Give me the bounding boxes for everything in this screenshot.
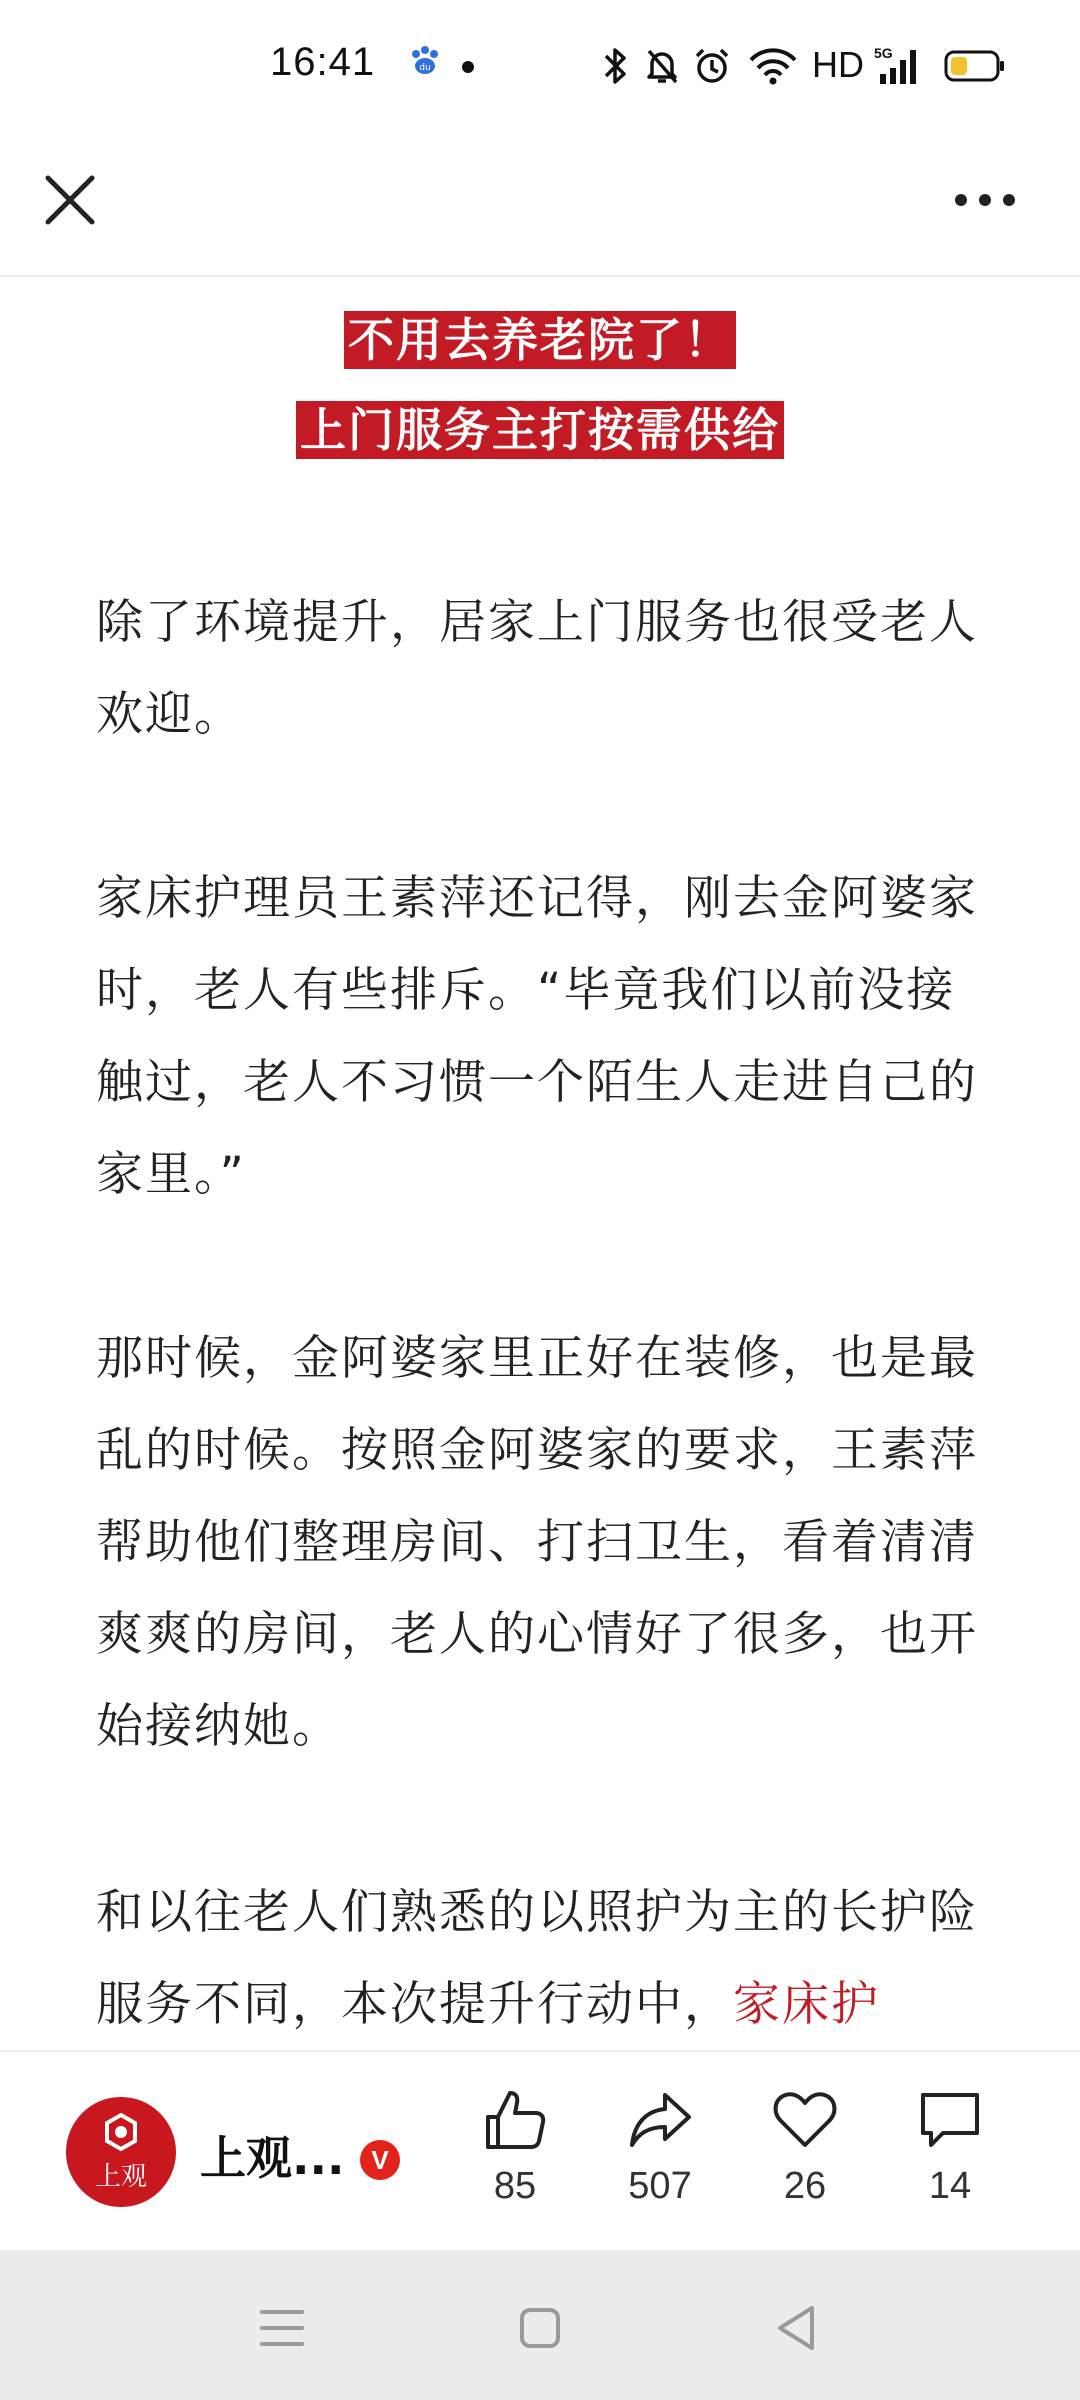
favorite-count: 26 [783, 2165, 827, 2207]
more-button[interactable] [940, 160, 1030, 240]
5g-signal-icon [874, 44, 928, 90]
paragraph-1: 除了环境提升，居家上门服务也很受老人欢迎。 [96, 595, 978, 742]
action-bar [0, 2050, 1080, 2252]
comment-button[interactable] [890, 2087, 1010, 2208]
bluetooth-icon [600, 46, 630, 90]
status-time: 16:41 [270, 40, 376, 84]
status-bar [0, 0, 1080, 130]
system-nav-bar [0, 2250, 1080, 2400]
comment-icon [917, 2087, 983, 2153]
wifi-icon [748, 46, 798, 90]
subheading-line-1: 不用去养老院了！ [0, 311, 1080, 369]
like-button[interactable] [455, 2087, 575, 2208]
menu-icon [258, 2306, 306, 2350]
mute-icon [644, 46, 680, 90]
favorite-button[interactable] [745, 2087, 865, 2208]
share-count: 507 [628, 2165, 692, 2207]
source-logo-icon [101, 2112, 141, 2152]
like-count: 85 [493, 2165, 537, 2207]
paragraph-4-highlight: 家床护 [733, 1977, 880, 2032]
verified-badge-label: V [371, 2144, 389, 2175]
subheading-line-2: 上门服务主打按需供给 [0, 401, 1080, 459]
close-button[interactable] [30, 160, 110, 240]
back-button[interactable] [766, 2298, 826, 2358]
share-icon [627, 2087, 693, 2153]
notification-dot-icon [462, 61, 474, 73]
menu-button[interactable] [252, 2298, 312, 2358]
svg-text:du: du [419, 63, 431, 73]
share-button[interactable] [600, 2087, 720, 2208]
close-icon [42, 172, 98, 228]
baidu-app-icon [408, 44, 442, 82]
home-icon [518, 2306, 562, 2350]
heart-icon [772, 2087, 838, 2153]
article-content [0, 277, 1080, 2050]
alarm-icon [692, 46, 732, 90]
paragraph-2: 家床护理员王素萍还记得，刚去金阿婆家时，老人有些排斥。“毕竟我们以前没接触过，老人不习惯一个陌生人走进自己的家里。” [96, 871, 978, 1202]
avatar-text: 上观 [94, 2161, 147, 2192]
more-icon [953, 192, 1017, 208]
top-nav-bar [0, 130, 1080, 277]
network-type-label: HD [812, 44, 864, 85]
source-name[interactable]: 上观... [200, 2131, 345, 2185]
paragraph-4-text: 和以往老人们熟悉的以照护为主的长护险服务不同，本次提升行动中， [96, 1885, 978, 2032]
back-icon [774, 2304, 818, 2352]
source-avatar[interactable] [66, 2097, 176, 2207]
thumbs-up-icon [482, 2087, 548, 2153]
comment-count: 14 [928, 2165, 972, 2207]
paragraph-4 [96, 1867, 986, 2050]
battery-icon [944, 50, 1006, 86]
svg-text:5G: 5G [874, 45, 893, 61]
paragraph-3: 那时候，金阿婆家里正好在装修，也是最乱的时候。按照金阿婆家的要求，王素萍帮助他们整理房间、打扫卫生，看着清清爽爽的房间，老人的心情好了很多，也开始接纳她。 [96, 1331, 978, 1754]
verified-badge [360, 2140, 400, 2180]
home-button[interactable] [510, 2298, 570, 2358]
